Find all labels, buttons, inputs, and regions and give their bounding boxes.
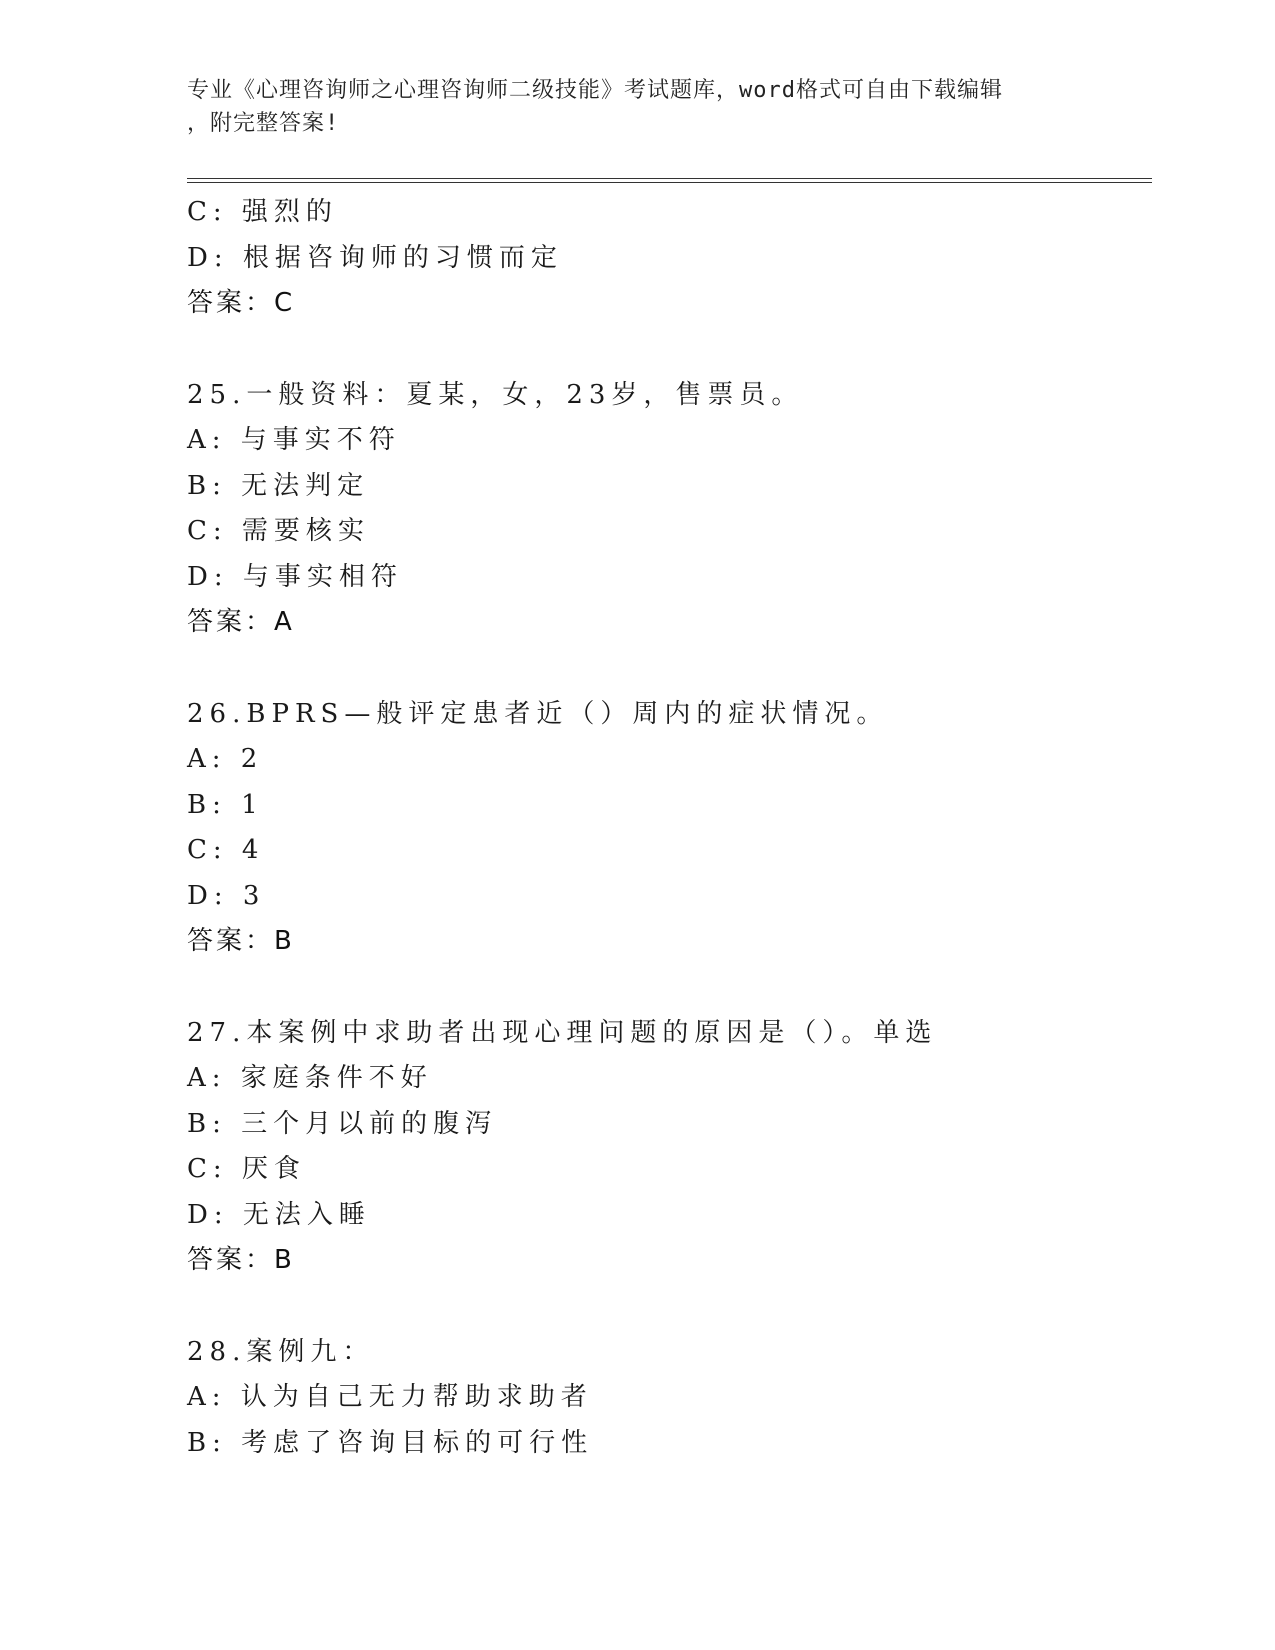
option-d: D: 3 [187,880,266,911]
option-a: A: 认为自己无力帮助求助者 [187,1382,593,1412]
question-list [187,190,1152,1466]
header-title-line-2: ，附完整答案! [187,111,340,136]
option-a: A: 家庭条件不好 [187,1063,433,1093]
document-header [187,74,1087,140]
option-a: A: 与事实不符 [187,425,401,455]
question-25 [187,373,1152,646]
answer-line: 答案：B [187,1245,295,1275]
spacer [187,965,1152,1011]
spacer [187,327,1152,373]
option-d: D: 根据咨询师的习惯而定 [187,242,563,273]
option-b: B: 无法判定 [187,470,370,501]
option-c: C: 厌食 [187,1154,306,1184]
option-d: D: 无法入睡 [187,1199,371,1230]
answer-line: 答案：B [187,926,295,956]
answer-line: 答案：A [187,607,295,637]
option-d: D: 与事实相符 [187,561,403,592]
question-stem: 28.案例九： [187,1336,375,1367]
question-stem: 26.BPRS—般评定患者近（）周内的症状情况。 [187,698,889,729]
question-stem: 27.本案例中求助者出现心理问题的原因是（）。单选 [187,1017,938,1048]
option-c: C: 强烈的 [187,197,338,227]
question-27 [187,1011,1152,1284]
option-b: B: 三个月以前的腹泻 [187,1108,498,1139]
option-c: C: 4 [187,835,265,865]
question-28 [187,1330,1152,1467]
question-fragment [187,190,1152,327]
question-stem: 25.一般资料：夏某，女，23岁，售票员。 [187,379,804,410]
option-b: B: 1 [187,789,264,820]
option-b: B: 考虑了咨询目标的可行性 [187,1427,594,1458]
header-divider-top [187,178,1152,179]
option-c: C: 需要核实 [187,516,370,546]
header-divider-bottom [187,182,1152,183]
spacer [187,646,1152,692]
spacer [187,1284,1152,1330]
header-title-line-1: 专业《心理咨询师之心理咨询师二级技能》考试题库，word格式可自由下载编辑 [187,78,1003,103]
question-26 [187,692,1152,965]
option-a: A: 2 [187,744,264,774]
answer-line: 答案：C [187,288,296,318]
